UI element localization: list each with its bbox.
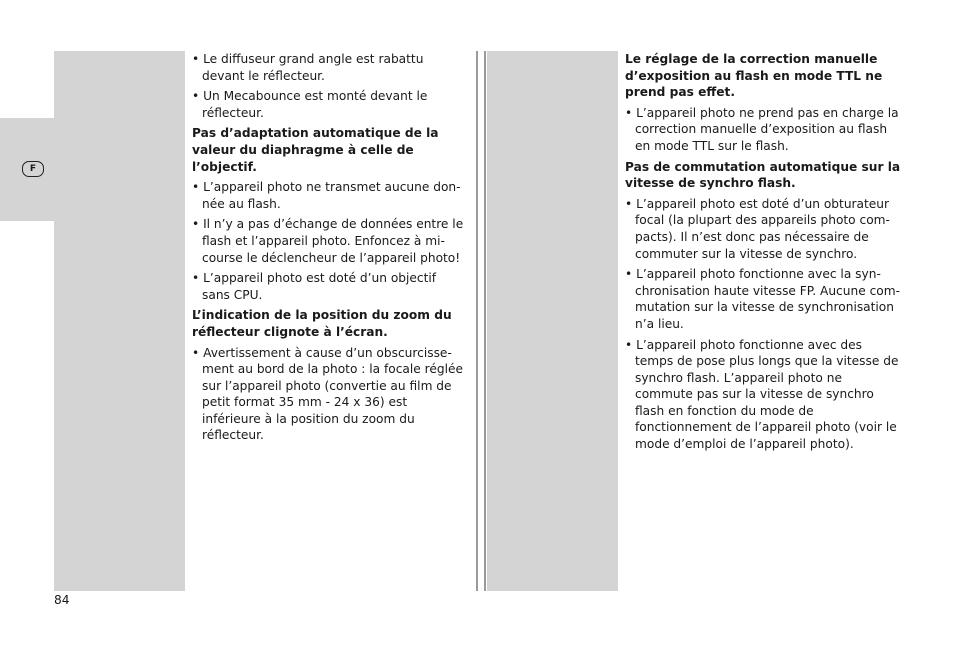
page-number: 84 [54, 593, 70, 607]
text-column-left [192, 51, 467, 448]
bullet-item: • Il n’y a pas d’échange de données entre le flash et l’appareil photo. Enfoncez à mi-course le déclencheur de l’appareil photo! [192, 216, 467, 266]
middle-margin-panel [487, 51, 618, 591]
section-heading: Pas de commutation automatique sur la vitesse de synchro flash. [625, 159, 901, 191]
language-badge: F [22, 161, 44, 177]
section-heading: Le réglage de la correction manuelle d’exposition au flash en mode TTL ne prend pas effet. [625, 52, 883, 100]
bullet-item: • Avertissement à cause d’un obscurcissement au bord de la photo : la focale réglée sur l’appareil photo (convertie au film de petit format 35 mm - 24 x 36) est inférieure à la position du zoom du réflecteur. [192, 345, 467, 445]
bullet-item: • Le diffuseur grand angle est rabattu devant le réflecteur. [192, 51, 467, 84]
column-divider-right [484, 51, 486, 591]
bullet-item: • L’appareil photo ne transmet aucune donnée au flash. [192, 179, 467, 212]
bullet-item: • L’appareil photo fonctionne avec la synchronisation haute vitesse FP. Aucune commutation sur la vitesse de synchronisation n’a lieu. [625, 266, 903, 332]
bullet-item: • Un Mecabounce est monté devant le réflecteur. [192, 88, 467, 121]
bullet-item: • L’appareil photo ne prend pas en charge la correction manuelle d’exposition au flash en mode TTL sur le flash. [625, 105, 903, 155]
section-heading: Pas d’adaptation automatique de la valeur du diaphragme à celle de l’objectif. [192, 126, 439, 174]
text-column-right [625, 51, 903, 457]
section-heading: L’indication de la position du zoom du réflecteur clignote à l’écran. [192, 308, 452, 339]
bullet-item: • L’appareil photo est doté d’un obturateur focal (la plupart des appareils photo compacts). Il n’est donc pas nécessaire de commuter sur la vitesse de synchro. [625, 196, 903, 262]
left-margin-panel [54, 51, 185, 591]
bullet-item: • L’appareil photo est doté d’un objectif sans CPU. [192, 270, 467, 303]
column-divider-left [476, 51, 478, 591]
bullet-item: • L’appareil photo fonctionne avec des temps de pose plus longs que la vitesse de synchro flash. L’appareil photo ne commute pas sur la vitesse de synchro flash en fonction du mode de fonctionnement de l’appareil photo (voir le mode d’emploi de l’appareil photo). [625, 337, 903, 453]
